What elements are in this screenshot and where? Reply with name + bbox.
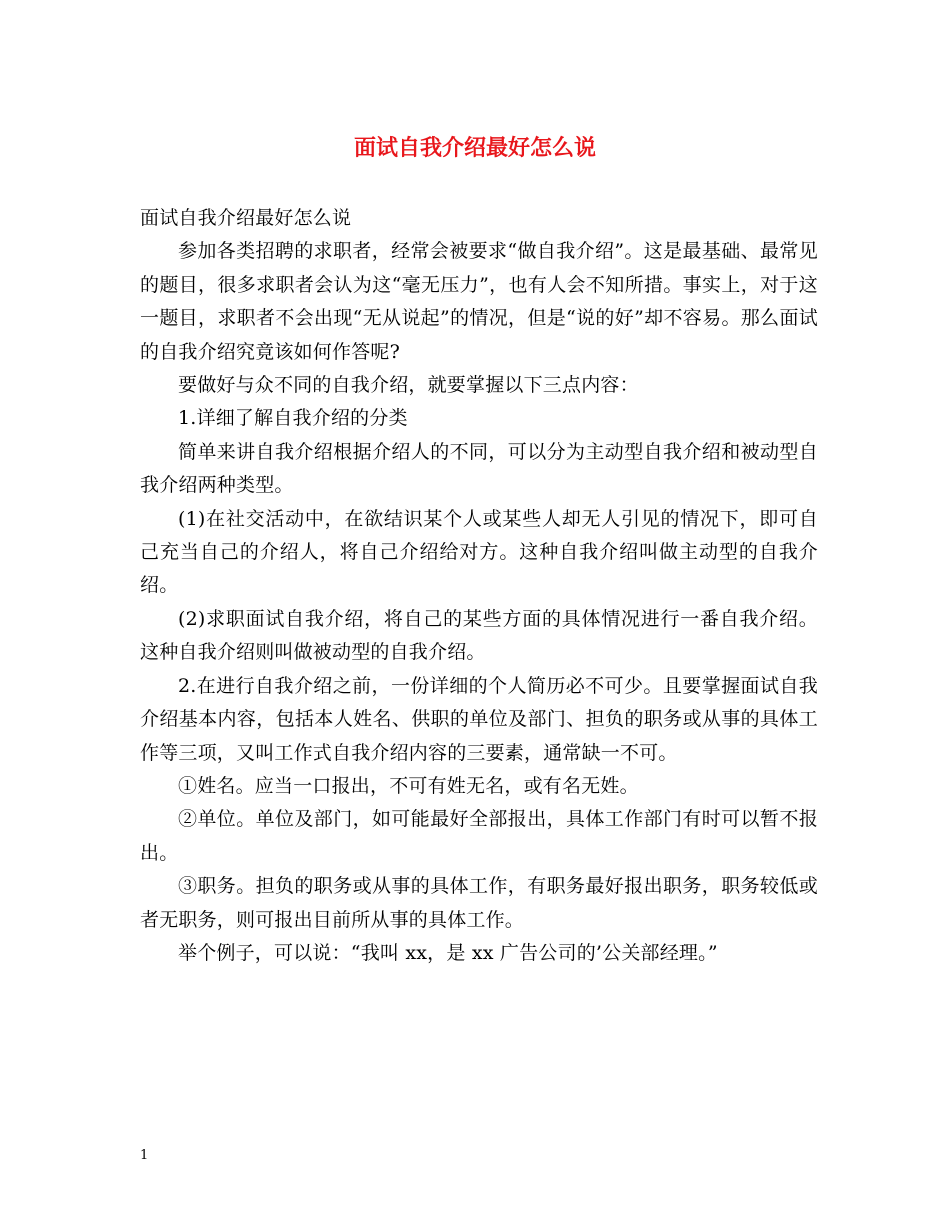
section-heading-1: 1.详细了解自我介绍的分类 — [178, 407, 408, 430]
document-body — [140, 202, 818, 970]
summary-paragraph: 要做好与众不同的自我介绍，就要掌握以下三点内容： — [178, 374, 639, 397]
name-item-paragraph: ①姓名。应当一口报出，不可有姓无名，或有名无姓。 — [178, 774, 639, 797]
page-number: 1 — [140, 1148, 149, 1163]
section-heading-2-paragraph: 2.在进行自我介绍之前，一份详细的个人简历必不可少。且要掌握面试自我介绍基本内容，包括本人姓名、供职的单位及部门、担负的职务或从事的具体工作等三项，又叫工作式自我介绍内容的三要素，通常缺一不可。 — [140, 674, 818, 764]
subtitle-paragraph: 面试自我介绍最好怎么说 — [140, 207, 352, 229]
intro-paragraph: 参加各类招聘的求职者，经常会被要求“做自我介绍”。这是最基础、最常见的题目，很多求职者会认为这“毫无压力”，也有人会不知所措。事实上，对于这一题目，求职者不会出现“无从说起”的情况，但是“说的好”却不容易。那么面试的自我介绍究竟该如何作答呢? — [140, 240, 818, 363]
active-type-paragraph: (1)在社交活动中，在欲结识某个人或某些人却无人引见的情况下，即可自己充当自己的介绍人，将自己介绍给对方。这种自我介绍叫做主动型的自我介绍。 — [140, 507, 818, 597]
classification-paragraph: 简单来讲自我介绍根据介绍人的不同，可以分为主动型自我介绍和被动型自我介绍两种类型。 — [140, 440, 818, 497]
document-title: 面试自我介绍最好怎么说 — [353, 135, 596, 161]
unit-item-paragraph: ②单位。单位及部门，如可能最好全部报出，具体工作部门有时可以暂不报出。 — [140, 808, 818, 864]
example-paragraph: 举个例子，可以说：“我叫 xx，是 xx 广告公司的’公关部经理。” — [178, 941, 718, 964]
passive-type-paragraph: (2)求职面试自我介绍，将自己的某些方面的具体情况进行一番自我介绍。这种自我介绍则叫做被动型的自我介绍。 — [140, 607, 818, 664]
position-item-paragraph: ③职务。担负的职务或从事的具体工作，有职务最好报出职务，职务较低或者无职务，则可报出目前所从事的具体工作。 — [140, 875, 818, 931]
